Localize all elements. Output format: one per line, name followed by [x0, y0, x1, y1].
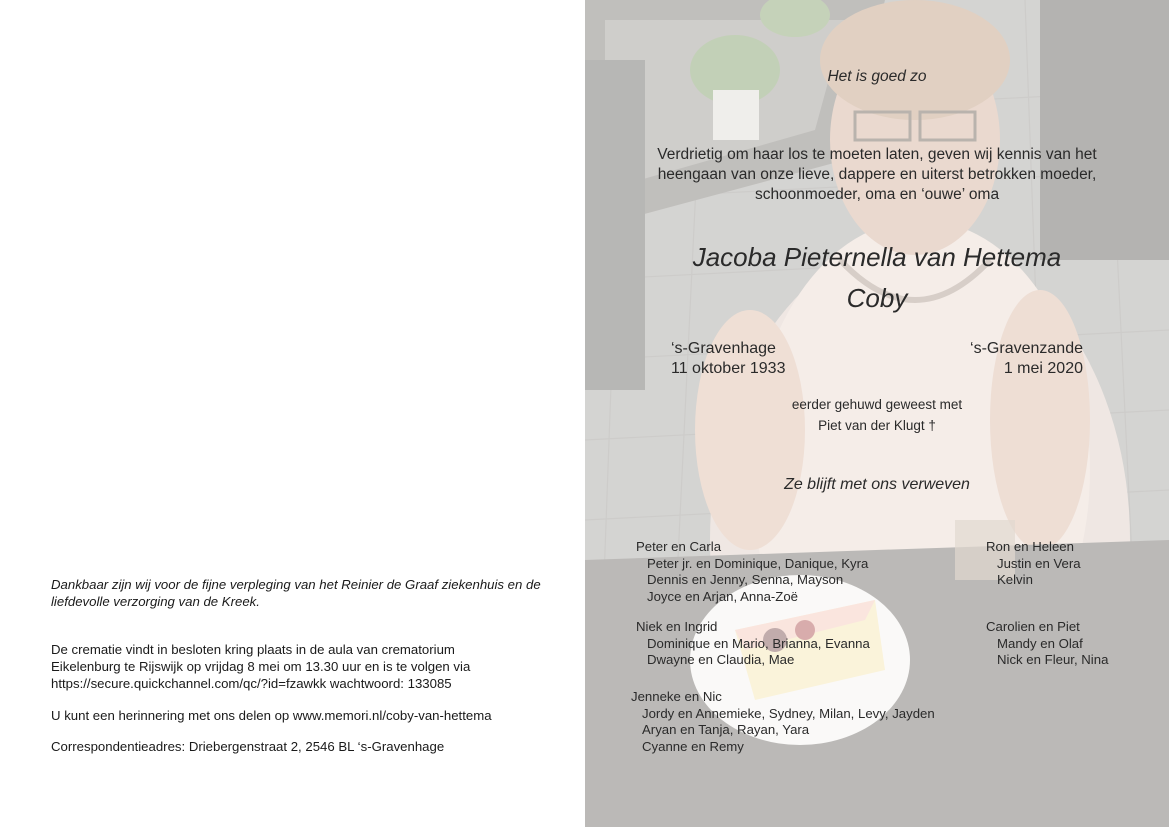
- family-group: [986, 539, 1081, 589]
- family-head: Peter en Carla: [636, 539, 722, 554]
- married-line: eerder gehuwd geweest met: [791, 397, 963, 412]
- spouse-name: Piet van der Klugt †: [818, 418, 936, 433]
- family-head: Carolien en Piet: [986, 619, 1080, 634]
- family-group: [631, 689, 935, 755]
- family-head: Niek en Ingrid: [636, 619, 718, 634]
- family-member: Kelvin: [997, 572, 1033, 587]
- family-member: Cyanne en Remy: [642, 738, 744, 754]
- birth-info: [671, 339, 785, 379]
- birth-place: ‘s-Gravenhage: [671, 340, 776, 357]
- family-member: Dennis en Jenny, Senna, Mayson: [647, 572, 844, 587]
- family-member: Justin en Vera: [997, 555, 1081, 571]
- remain-motto: Ze blijft met ons verweven: [784, 476, 970, 493]
- announcement-line: schoonmoeder, oma en ‘ouwe’ oma: [754, 186, 1000, 203]
- cremation-line: Eikelenburg te Rijswijk op vrijdag 8 mei om 13.30 uur en is te volgen via: [51, 659, 471, 674]
- share-memory-text: U kunt een herinnering met ons delen op www.memori.nl/coby-van-hettema: [51, 708, 492, 723]
- family-member: Peter jr. en Dominique, Danique, Kyra: [647, 555, 869, 571]
- family-member: Mandy en Olaf: [997, 635, 1083, 651]
- family-member: Nick en Fleur, Nina: [997, 652, 1109, 667]
- right-page: [585, 0, 1169, 827]
- family-member: Dominique en Mario, Brianna, Evanna: [647, 635, 870, 651]
- cremation-line: De crematie vindt in besloten kring plaats in de aula van crematorium: [51, 642, 455, 657]
- deceased-nickname: Coby: [846, 283, 908, 313]
- family-head: Ron en Heleen: [986, 539, 1074, 554]
- announcement-line: Verdrietig om haar los te moeten laten, geven wij kennis van het: [657, 146, 1097, 163]
- family-group: [986, 619, 1108, 669]
- death-date: 1 mei 2020: [1003, 360, 1083, 377]
- thanks-text: Dankbaar zijn wij voor de fijne verpleging van het Reinier de Graaf ziekenhuis en de liefdevolle verzorging van de Kreek.: [51, 577, 541, 609]
- announcement: [630, 145, 1124, 205]
- family-group: [636, 619, 870, 669]
- family-member: Joyce en Arjan, Anna-Zoë: [647, 588, 799, 604]
- announcement-line: heengaan van onze lieve, dappere en uiterst betrokken moeder,: [657, 166, 1097, 183]
- family-member: Dwayne en Claudia, Mae: [647, 652, 795, 667]
- family-member: Jordy en Annemieke, Sydney, Milan, Levy, Jayden: [642, 705, 935, 721]
- correspondence-address: Correspondentieadres: Driebergenstraat 2, 2546 BL ‘s-Gravenhage: [51, 739, 445, 754]
- death-place: ‘s-Gravenzande: [970, 340, 1083, 357]
- birth-date: 11 oktober 1933: [671, 360, 786, 377]
- family-head: Jenneke en Nic: [631, 689, 722, 704]
- family-member: Aryan en Tanja, Rayan, Yara: [642, 722, 810, 737]
- cremation-info: [51, 641, 561, 692]
- motto: Het is goed zo: [827, 68, 927, 85]
- death-info: [970, 339, 1083, 379]
- cremation-line: https://secure.quickchannel.com/qc/?id=fzawkk wachtwoord: 133085: [51, 676, 452, 691]
- family-group: [636, 539, 868, 605]
- deceased-name: Jacoba Pieternella van Hettema: [692, 242, 1062, 272]
